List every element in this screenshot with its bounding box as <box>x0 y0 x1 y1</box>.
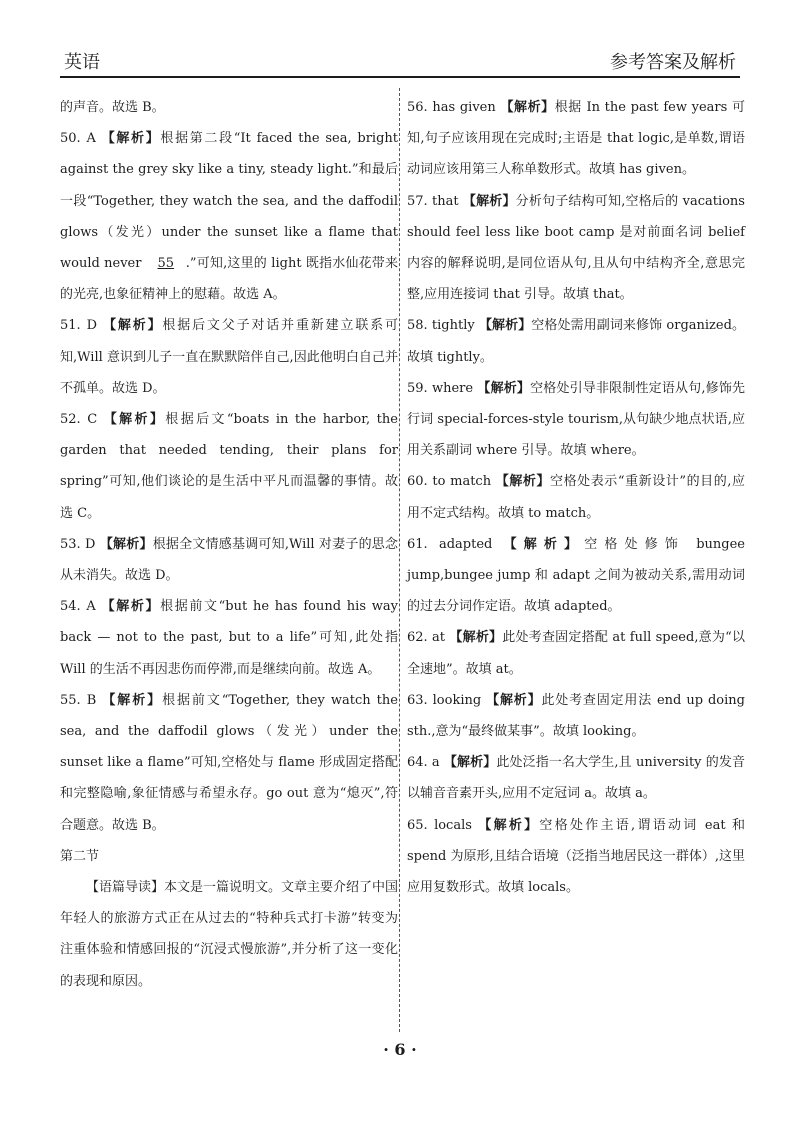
header-title: 参考答案及解析 <box>610 52 736 73</box>
answer-text: 根据全文情感基调可知,Will 对妻子的思念从未消失。故选 D。 <box>60 536 399 584</box>
answer-number: 65. locals <box>407 817 472 833</box>
analysis-tag: 【解析】 <box>449 630 503 646</box>
subject-label: 英语 <box>64 52 100 73</box>
answer-text: 根据后文父子对话并重新建立联系可知,Will 意识到儿子一直在默默陪伴自己,因此他明白自己并不孤单。故选 D。 <box>60 318 398 396</box>
answer-number: 61. adapted <box>407 536 493 552</box>
column-divider <box>399 88 400 1032</box>
answer-item <box>407 747 745 809</box>
answer-text: 根据前文“Together, they watch the sea, and the daffodil glows（发光）under the sunset like a flame”可知,空格处与 flame 形成固定搭配和完整隐喻,象征情感与希望永存。go out 意为“熄灭”,符合题意。故选 B。 <box>60 692 398 833</box>
answer-item <box>60 404 398 529</box>
answer-text: 根据 In the past few years 可知,句子应该用现在完成时;主语是 that logic,是单数,谓语动词应该用第三人称单数形式。故填 has given。 <box>407 100 746 178</box>
analysis-tag: 【解析】 <box>443 755 497 771</box>
answer-number: 62. at <box>407 630 446 646</box>
answer-text: 此处考查固定用法 end up doing sth.,意为“最终做某事”。故填 looking。 <box>407 692 745 740</box>
answer-item <box>60 123 398 310</box>
answer-item <box>60 685 398 841</box>
answer-text: 根据第二段“It faced the sea, bright against the grey sky like a tiny, steady light.”和最后一段“Together, they watch the sea, and the daffodil glows（发光）under the sunset like a flame that would never <box>60 131 398 272</box>
answer-item <box>407 373 745 467</box>
answer-item <box>60 591 398 685</box>
reading-guide: 【语篇导读】本文是一篇说明文。文章主要介绍了中国年轻人的旅游方式正在从过去的“特种兵式打卡游”转变为注重体验和情感回报的“沉浸式慢旅游”,并分析了这一变化的表现和原因。 <box>60 880 399 989</box>
analysis-tag: 【解析】 <box>101 599 161 615</box>
answer-item <box>407 92 745 186</box>
answer-number: 52. C <box>60 412 98 428</box>
answer-number: 60. to match <box>407 474 492 490</box>
analysis-tag: 【解析】 <box>503 536 585 552</box>
answer-number: 51. D <box>60 318 98 334</box>
answer-item <box>407 310 745 372</box>
answer-text: 分析句子结构可知,空格后的 vacations should feel less like boot camp 是对前面名词 belief 内容的解释说明,是同位语从句,且从句中结构齐全,意思完整,应用连接词 that 引导。故填 that。 <box>407 193 745 303</box>
analysis-tag: 【解析】 <box>102 692 163 708</box>
answer-text: 根据后文“boats in the harbor, the garden that needed tending, their plans for spring”可知,他们谈论的是生活中平凡而温馨的事情。故选 C。 <box>60 412 398 521</box>
answer-item <box>60 310 398 404</box>
blank-number: 55 <box>157 256 175 272</box>
page-header <box>60 44 740 78</box>
page-number: · 6 · <box>383 1040 417 1059</box>
answer-item <box>407 685 745 747</box>
answer-number: 56. has given <box>407 100 496 115</box>
answer-text: 空格处需用副词来修饰 organized。故填 tightly。 <box>407 318 745 365</box>
answer-number: 64. a <box>407 755 440 771</box>
section-title: 第二节 <box>60 848 100 864</box>
answer-item <box>407 529 745 623</box>
answer-item <box>60 529 398 591</box>
analysis-tag: 【解析】 <box>495 474 551 490</box>
answer-number: 53. D <box>60 536 96 552</box>
answer-number: 50. A <box>60 131 96 147</box>
analysis-tag: 【解析】 <box>478 817 540 833</box>
continuation-text: 的声音。故选 B。 <box>60 100 165 115</box>
analysis-tag: 【解析】 <box>103 412 166 428</box>
analysis-tag: 【解析】 <box>462 193 516 209</box>
answer-number: 63. looking <box>407 692 482 708</box>
answer-text: 空格处作主语,谓语动词 eat 和 spend 为原形,且结合语境（泛指当地居民这一群体）,这里应用复数形式。故填 locals。 <box>407 817 745 896</box>
answer-item <box>407 186 745 311</box>
answer-text: 根据前文“but he has found his way back — not to the past, but to a life”可知,此处指 Will 的生活不再因悲伤而停滞,而是继续向前。故选 A。 <box>60 599 398 677</box>
answer-text: 此处泛指一名大学生,且 university 的发音以辅音音素开头,应用不定冠词 a。故填 a。 <box>407 755 745 802</box>
analysis-tag: 【解析】 <box>500 100 555 115</box>
answer-item <box>407 810 745 904</box>
analysis-tag: 【解析】 <box>99 536 153 552</box>
analysis-tag: 【解析】 <box>478 318 532 334</box>
answer-item <box>407 622 745 684</box>
answer-number: 55. B <box>60 692 97 708</box>
answer-number: 59. where <box>407 380 474 396</box>
answer-text: 空格处修饰 bungee jump,bungee jump 和 adapt 之间为被动关系,需用动词的过去分词作定语。故填 adapted。 <box>407 536 745 615</box>
answer-text: .”可知,这里的 light 既指水仙花带来的光亮,也象征精神上的慰藉。故选 A。 <box>60 256 398 303</box>
analysis-tag: 【解析】 <box>486 692 542 708</box>
answer-number: 58. tightly <box>407 318 475 334</box>
analysis-tag: 【解析】 <box>101 131 161 147</box>
right-column <box>407 92 745 903</box>
analysis-tag: 【解析】 <box>477 380 531 396</box>
answer-text: 此处考查固定搭配 at full speed,意为“以全速地”。故填 at。 <box>407 630 745 677</box>
answer-text: 空格处表示“重新设计”的目的,应用不定式结构。故填 to match。 <box>407 474 745 521</box>
left-column <box>60 92 398 997</box>
analysis-tag: 【解析】 <box>103 318 163 334</box>
answer-item <box>407 466 745 528</box>
answer-number: 54. A <box>60 599 96 615</box>
answer-text: 空格处引导非限制性定语从句,修饰先行词 special-forces-style tourism,从句缺少地点状语,应用关系副词 where 引导。故填 where。 <box>407 380 745 459</box>
header-rule <box>60 76 740 78</box>
answer-number: 57. that <box>407 193 459 209</box>
